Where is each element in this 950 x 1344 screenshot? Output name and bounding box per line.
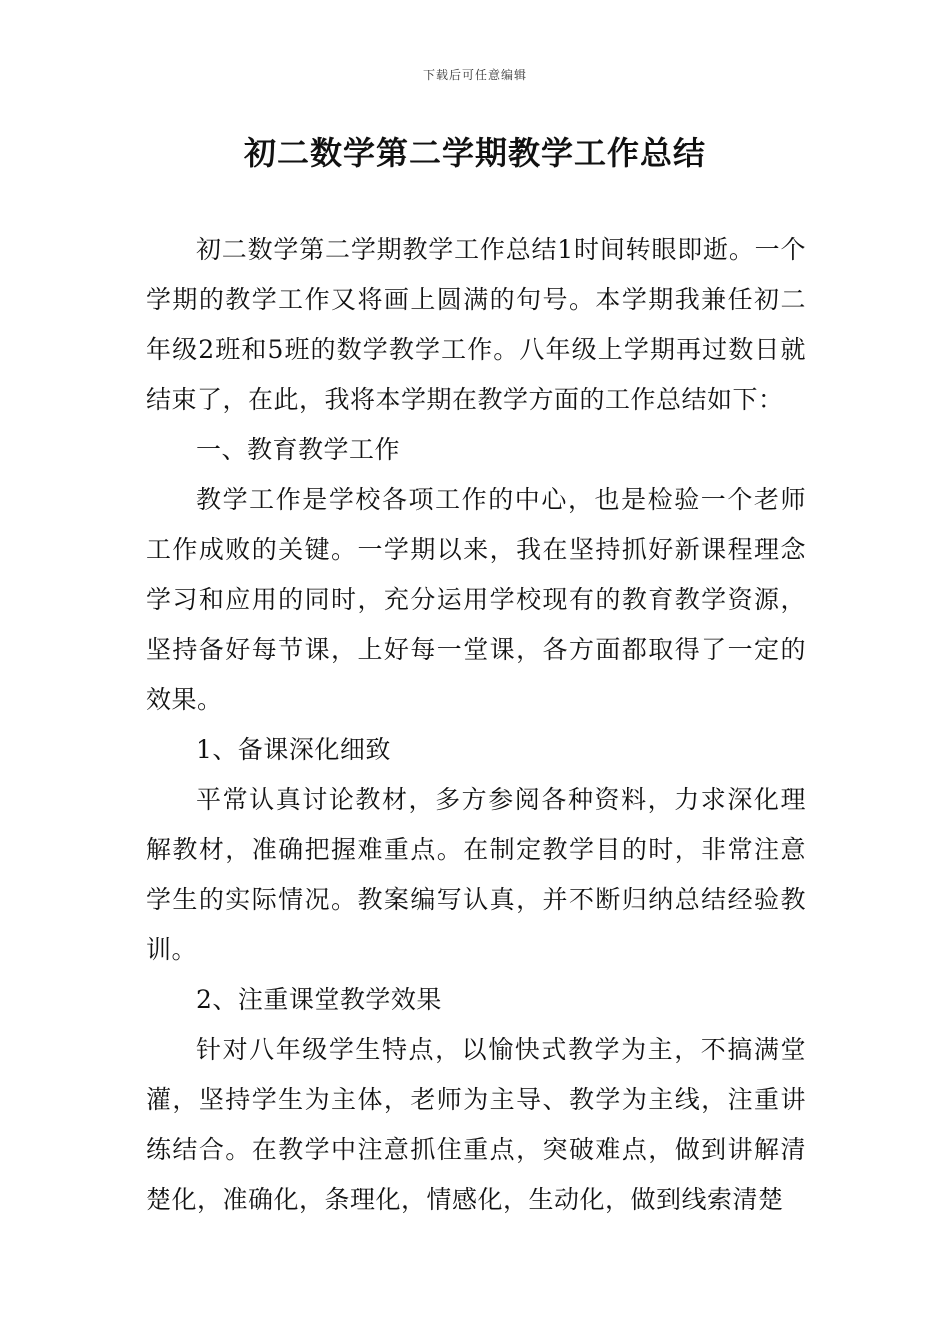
subheading-1: 1、备课深化细致 — [196, 735, 391, 764]
section-heading-1: 一、教育教学工作 — [196, 435, 401, 464]
document-title: 初二数学第二学期教学工作总结 — [243, 134, 706, 172]
paragraph-intro: 初二数学第二学期教学工作总结1时间转眼即逝。一个学期的教学工作又将画上圆满的句号。本学期我兼任初二年级2班和5班的数学教学工作。八年级上学期再过数日就结束了，在此，我将本学期在教学方面的工作总结如下： — [146, 235, 806, 414]
subheading-2: 2、注重课堂教学效果 — [196, 985, 442, 1014]
header-note: 下载后可任意编辑 — [422, 68, 527, 82]
paragraph-subsection-2: 针对八年级学生特点，以愉快式教学为主，不搞满堂灌，坚持学生为主体，老师为主导、教学为主线，注重讲练结合。在教学中注意抓住重点，突破难点，做到讲解清楚化，准确化，条理化，情感化，生动化，做到线索清楚 — [146, 1035, 806, 1214]
paragraph-section-1: 教学工作是学校各项工作的中心，也是检验一个老师工作成败的关键。一学期以来，我在坚持抓好新课程理念学习和应用的同时，充分运用学校现有的教育教学资源，坚持备好每节课，上好每一堂课，各方面都取得了一定的效果。 — [146, 485, 806, 714]
paragraph-subsection-1: 平常认真讨论教材，多方参阅各种资料，力求深化理解教材，准确把握难重点。在制定教学目的时，非常注意学生的实际情况。教案编写认真，并不断归纳总结经验教训。 — [146, 785, 806, 964]
document-body — [146, 225, 806, 1225]
